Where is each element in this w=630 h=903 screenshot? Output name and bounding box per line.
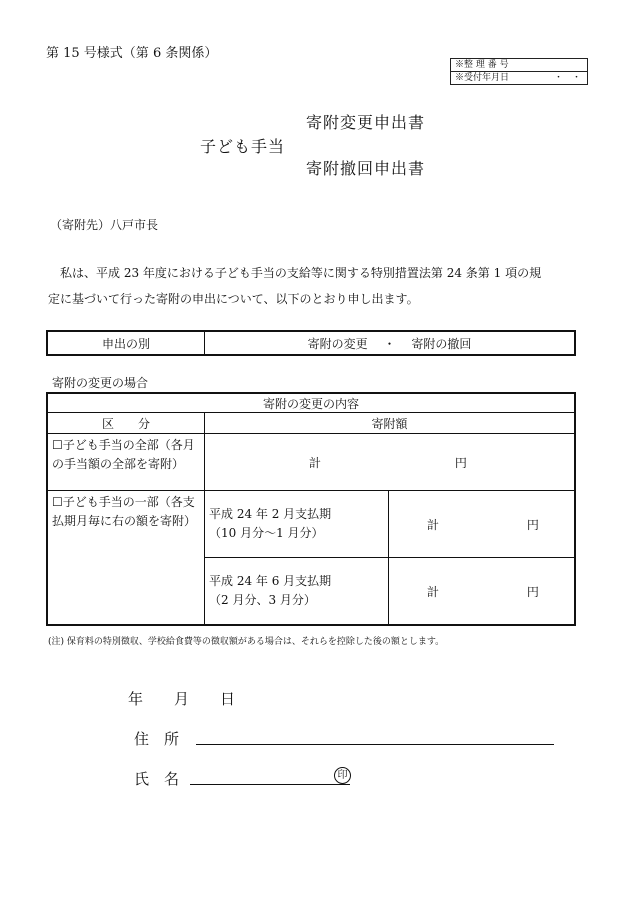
option-change[interactable]: 寄附の変更 [307,336,368,351]
period-1-amount[interactable] [389,491,576,558]
period-1-months: （10 月分～1 月分） [209,526,324,540]
statement-line-1: 私は、平成 23 年度における子ども手当の支給等に関する特別措置法第 24 条第 1 項の規 [60,266,542,280]
name-field[interactable] [190,784,350,785]
address-field[interactable] [196,744,554,745]
name-label: 氏 名 [134,770,180,788]
column-amount: 寄附額 [205,413,576,434]
period-1-amount-prefix: 計 [427,517,440,532]
change-content-table [46,392,576,626]
option-separator: ・ [383,336,396,351]
period-2-months: （2 月分、3 月分） [209,593,316,607]
date-day: 日 [220,690,236,708]
period-2-amount[interactable] [389,558,576,626]
address-label: 住 所 [134,730,180,748]
request-type-table [46,330,576,356]
title-withdraw: 寄附撤回申出書 [306,159,426,178]
period-1-amount-unit: 円 [526,517,539,532]
request-type-options [205,331,576,355]
seal-mark: 印 [334,767,351,784]
row-all-amount[interactable] [205,434,576,491]
addressee: （寄附先）八戸市長 [50,218,159,232]
option-withdraw[interactable]: 寄附の撤回 [411,336,472,351]
period-1 [205,491,389,558]
row-all-amount-prefix: 計 [309,455,322,470]
date-year: 年 [128,690,144,708]
reception-box [450,58,588,85]
period-2-amount-prefix: 計 [427,584,440,599]
title-change: 寄附変更申出書 [306,113,426,132]
row-all-amount-unit: 円 [454,455,467,470]
column-category: 区 分 [47,413,205,434]
row-all-label[interactable]: ☐子ども手当の全部（各月の手当額の全部を寄附） [47,434,205,491]
title-child-allowance: 子ども手当 [200,137,286,156]
period-1-name: 平成 24 年 2 月支払期 [209,507,332,521]
row-partial-label[interactable]: ☐子ども手当の一部（各支払期月毎に右の額を寄附） [47,491,205,626]
control-number-label: ※整 理 番 号 [455,60,509,70]
request-type-label: 申出の別 [47,331,205,355]
table-title: 寄附の変更の内容 [47,393,575,413]
note: (注) 保育料の特別徴収、学校給食費等の徴収額がある場合は、それらを控除した後の額とします。 [48,637,445,647]
statement-line-2: 定に基づいて行った寄附の申出について、以下のとおり申し出ます。 [48,292,419,306]
receipt-date-label: ※受付年月日 ・ ・ [451,71,587,84]
period-2 [205,558,389,626]
period-2-amount-unit: 円 [526,584,539,599]
date-month: 月 [174,690,190,708]
change-section-heading: 寄附の変更の場合 [52,376,149,390]
form-number: 第 15 号様式（第 6 条関係） [46,46,218,61]
period-2-name: 平成 24 年 6 月支払期 [209,574,332,588]
